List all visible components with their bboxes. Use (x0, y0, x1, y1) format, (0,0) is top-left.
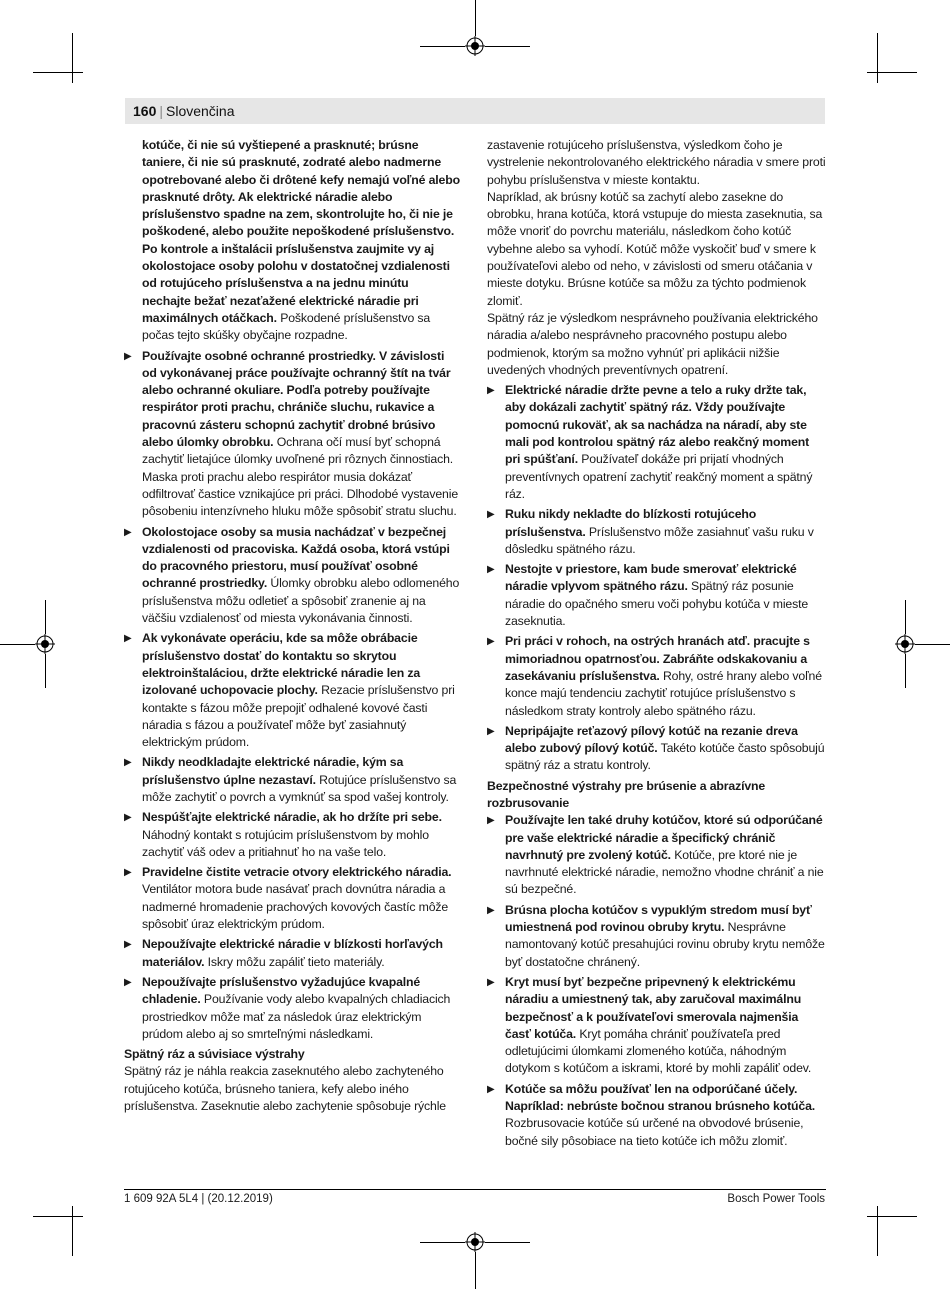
crop-mark (485, 1242, 530, 1243)
list-item: ▶ Brúsna plocha kotúčov s vypuklým stredom musí byť umiestnená pod rovinou obruby krytu. Nesprávne namontovaný kotúč presahujúci rovinu obruby krytu nemôže byť dostatočne chránený. (487, 902, 825, 969)
intro-paragraph: kotúče, či nie sú vyštiepené a prasknuté; brúsne taniere, či nie sú prasknuté, zodraté alebo nadmerne opotrebované alebo či drôtené kefy nemajú voľné alebo prasknuté drôty. Ak elektrické náradie alebo príslušenstvo spadne na zem, skontrolujte ho, či nie je poškodené, alebo použite nepoškodené príslušenstvo. Po kontrole a inštalácii príslušenstva zaujmite vy aj okolostojace osoby polohu v dostatočnej vzdialenosti od rotujúceho príslušenstva a na jednu minútu nechajte bežať nezaťažené elektrické náradie pri maximálnych otáčkach. Poškodené príslušenstvo sa počas tejto skúšky obyčajne rozpadne. (142, 138, 460, 343)
bullet-arrow-icon: ▶ (487, 636, 495, 648)
crop-mark (72, 1206, 73, 1256)
list-item: ▶ Nepoužívajte príslušenstvo vyžadujúce kvapalné chladenie. Používanie vody alebo kvapalných chladiacich prostriedkov môže mať za následok úraz elektrickým prúdom alebo aj so smrteľnými následkami. (124, 974, 451, 1041)
bullet-arrow-icon: ▶ (487, 1083, 495, 1095)
right-column (487, 137, 826, 1153)
crop-mark (33, 72, 83, 73)
crop-mark (905, 600, 906, 634)
left-column (124, 137, 460, 1115)
bullet-arrow-icon: ▶ (124, 757, 132, 769)
bullet-arrow-icon: ▶ (124, 633, 132, 645)
list-item: ▶ Pri práci v rohoch, na ostrých hranách atď. pracujte s mimoriadnou opatrnosťou. Zabráňte odskakovaniu a zasekávaniu príslušenstva. Rohy, ostré hrany alebo voľné konce majú tendenciu zachytiť rotujúce príslušenstvo s následkom straty kontroly alebo spätného rázu. (487, 634, 822, 718)
bullet-arrow-icon: ▶ (124, 867, 132, 879)
registration-mark-icon (465, 36, 485, 56)
footer-divider (124, 1189, 826, 1190)
list-item: ▶ Elektrické náradie držte pevne a telo a ruky držte tak, aby dokázali zachytiť spätný ráz. Vždy používajte pomocnú rukoväť, ak sa nachádza na náradí, aby ste mali pod kontrolou spätný ráz alebo reakčný moment pri spúšťaní. Používateľ dokáže pri prijatí vhodných preventívnych opatrení zachytiť reakčný moment a spätný ráz. (487, 383, 813, 501)
bullet-arrow-icon: ▶ (124, 939, 132, 951)
registration-mark-icon (895, 634, 915, 654)
list-item: ▶ Ruku nikdy nekladte do blízkosti rotujúceho príslušenstva. Príslušenstvo môže zasiahnuť vašu ruku v dôsledku spätného rázu. (487, 507, 814, 556)
crop-mark (45, 654, 46, 688)
list-item: ▶ Kotúče sa môžu používať len na odporúčané účely. Napríklad: nebrúste bočnou stranou brúsneho kotúča. Rozbrusovacie kotúče sú určené na obvodové brúsenie, bočné sily pôsobiace na tieto kotúče ich môžu zlomiť. (487, 1081, 816, 1148)
list-item: ▶ Nestojte v priestore, kam bude smerovať elektrické náradie vplyvom spätného rázu. Spätný ráz posunie náradie do opačného smeru voči pohybu kotúča v mieste zaseknutia. (487, 562, 809, 629)
footer-brand: Bosch Power Tools (727, 1193, 825, 1205)
crop-mark (877, 1206, 878, 1256)
bullet-arrow-icon: ▶ (487, 385, 495, 397)
bullet-arrow-icon: ▶ (487, 509, 495, 521)
crop-mark (33, 1216, 83, 1217)
section-paragraph: Spätný ráz je náhla reakcia zaseknutého alebo zachyteného rotujúceho kotúča, brúsneho taniera, kefy alebo iného príslušenstva. Zaseknutie alebo zachytenie spôsobuje rýchle (124, 1064, 446, 1114)
list-item: ▶ Pravidelne čistite vetracie otvory elektrického náradia. Ventilátor motora bude nasávať prach dovnútra náradia a nadmerné hromadenie prachových kovových častíc môže spôsobiť úraz elektrickým prúdom. (124, 865, 452, 932)
crop-mark (915, 644, 950, 645)
section-heading: Bezpečnostné výstrahy pre brúsenie a abrazívne rozbrusovanie (487, 778, 766, 810)
bullet-arrow-icon: ▶ (487, 725, 495, 737)
registration-mark-icon (465, 1232, 485, 1252)
registration-mark-icon (35, 634, 55, 654)
crop-mark (475, 0, 476, 36)
crop-mark (877, 33, 878, 83)
bullet-arrow-icon: ▶ (487, 976, 495, 988)
list-item: ▶ Nepoužívajte elektrické náradie v blízkosti horľavých materiálov. Iskry môžu zapáliť tieto materiály. (124, 937, 443, 969)
list-item: ▶ Okolostojace osoby sa musia nachádzať v bezpečnej vzdialenosti od pracoviska. Každá osoba, ktorá vstúpi do pracovného priestoru, musí používať osobné ochranné prostriedky. Úlomky obrobku alebo odlomeného príslušenstva môžu odletieť a spôsobiť zranenie aj na väčšiu vzdialenosť od miesta vykonávania činnosti. (124, 524, 460, 626)
page-number: 160 (133, 103, 157, 119)
page-header: 160 | Slovenčina (133, 103, 235, 119)
crop-mark (867, 72, 917, 73)
crop-mark (420, 1242, 465, 1243)
list-item: ▶ Nepripájajte reťazový pílový kotúč na rezanie dreva alebo zubový pílový kotúč. Takéto kotúče často spôsobujú spätný ráz a stratu kontroly. (487, 723, 825, 773)
crop-mark (420, 46, 465, 47)
section-heading: Spätný ráz a súvisiace výstrahy (124, 1047, 305, 1062)
footer-doc-number: 1 609 92A 5L4 | (20.12.2019) (124, 1193, 273, 1205)
list-item: ▶ Nikdy neodkladajte elektrické náradie, kým sa príslušenstvo úplne nezastaví. Rotujúce príslušenstvo sa môže zachytiť o povrch a vymknúť sa spod vašej kontroly. (124, 755, 457, 804)
bullet-arrow-icon: ▶ (124, 350, 132, 362)
bullet-arrow-icon: ▶ (124, 526, 132, 538)
list-item: ▶ Ak vykonávate operáciu, kde sa môže obrábacie príslušenstvo dostať do kontaktu so skrytou elektroinštaláciou, držte elektrické náradie len za izolované uchopovacie plochy. Rezacie príslušenstvo pri kontakte s fázou môže prepojiť odhalené kovové časti náradia s fázou a používateľ môže byť zasiahnutý elektrickým prúdom. (124, 631, 455, 750)
crop-mark (45, 600, 46, 634)
list-item: ▶ Používajte len také druhy kotúčov, ktoré sú odporúčané pre vaše elektrické náradie a špecifický chránič navrhnutý pre zvolený kotúč. Kotúče, pre ktoré nie je navrhnuté elektrické náradie, nemožno vhodne chrániť a nie sú bezpečné. (487, 813, 824, 897)
list-item: ▶ Kryt musí byť bezpečne pripevnený k elektrickému náradiu a umiestnený tak, aby zaručoval maximálnu bezpečnosť a k používateľovi smerovala najmenšia časť kotúča. Kryt pomáha chrániť používateľa pred odletujúcimi úlomkami zlomeného kotúča, náhodným dotykom s kotúčom a iskrami, ktoré by mohli zapáliť odev. (487, 974, 812, 1076)
crop-mark (0, 644, 35, 645)
page-language: Slovenčina (166, 103, 235, 119)
bullet-arrow-icon: ▶ (487, 564, 495, 576)
paragraph: Napríklad, ak brúsny kotúč sa zachytí alebo zasekne do obrobku, hrana kotúča, ktorá vstupuje do miesta zaseknutia, sa môže vnoriť do povrchu materiálu, následkom čoho kotúč vybehne alebo sa vyhodí. Kotúč môže vyskočiť buď v smere k používateľovi alebo od neho, v závislosti od smeru otáčania v mieste dotyku. Brúsne kotúče sa môžu za týchto podmienok zlomiť. (487, 189, 823, 308)
bullet-arrow-icon: ▶ (487, 904, 495, 916)
bullet-arrow-icon: ▶ (487, 815, 495, 827)
list-item: ▶ Používajte osobné ochranné prostriedky. V závislosti od vykonávanej práce používajte ochranný štít na tvár alebo ochranné okuliare. Podľa potreby používajte respirátor proti prachu, chrániče sluchu, rukavice a pracovnú zásteru schopnú zachytiť drobné brúsivo alebo úlomky obrobku. Ochrana očí musí byť schopná zachytiť lietajúce úlomky uvoľnené pri rôznych činnostiach. Maska proti prachu alebo respirátor musia dokázať odfiltrovať častice vznikajúce pri práci. Dlhodobé vystavenie pôsobeniu intenzívneho hluku môže spôsobiť stratu sluchu. (124, 348, 459, 519)
paragraph: zastavenie rotujúceho príslušenstva, výsledkom čoho je vystrelenie nekontrolovaného elektrického náradia v smere proti pohybu príslušenstva v mieste kontaktu. (487, 138, 826, 187)
crop-mark (475, 1252, 476, 1289)
crop-mark (72, 33, 73, 83)
crop-mark (905, 654, 906, 688)
bullet-arrow-icon: ▶ (124, 976, 132, 988)
bullet-arrow-icon: ▶ (124, 812, 132, 824)
list-item: ▶ Nespúšťajte elektrické náradie, ak ho držíte pri sebe. Náhodný kontakt s rotujúcim príslušenstvom by mohlo zachytiť váš odev a pritiahnuť ho na vaše telo. (124, 810, 442, 859)
crop-mark (867, 1216, 917, 1217)
paragraph: Spätný ráz je výsledkom nesprávneho používania elektrického náradia a/alebo nesprávneho pracovného postupu alebo podmienok, ktorým sa možno vyhnúť pri aplikácii nižšie uvedených vhodných preventívnych opatrení. (487, 310, 818, 377)
crop-mark (485, 46, 530, 47)
